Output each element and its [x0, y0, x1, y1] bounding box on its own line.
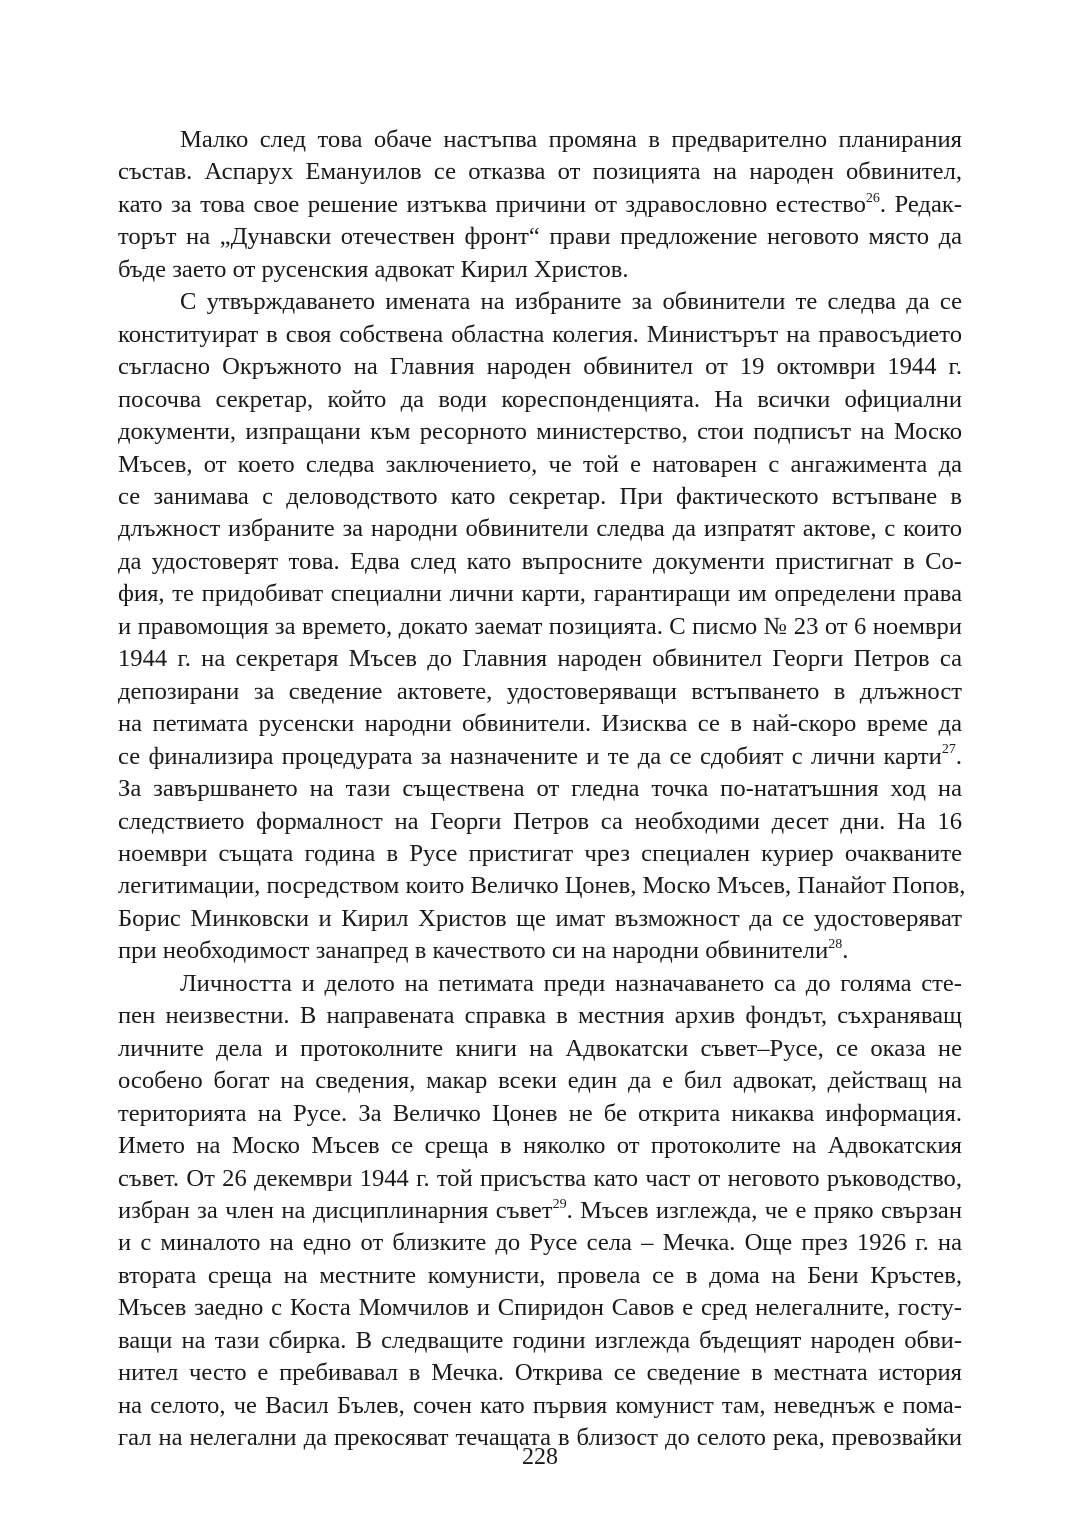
text-segment: .: [955, 742, 962, 770]
text-line: територията на Русе. За Величко Цонев не бе открита никаква информация.: [118, 1099, 962, 1127]
text-line: С утвърждаването имената на избраните за обвинители те следва да се: [180, 288, 962, 316]
paragraph-3: [118, 968, 962, 1455]
text-segment: при необходимост занапред в качеството си на народни обвинители: [118, 937, 829, 965]
text-segment: .: [842, 937, 849, 965]
text-line: се занимава с деловодството като секретар. При фактическото встъпване в: [118, 482, 962, 510]
text-line: [118, 1195, 962, 1227]
text-segment: се финализира процедурата за назначените и те да се сдобият с лични карти: [118, 742, 942, 770]
footnote-ref-27: 27: [941, 742, 956, 758]
text-line: посочва секретар, който да води кореспонденцията. На всички официални: [118, 385, 962, 413]
text-line: и с миналото на едно от близките до Русе села – Мечка. Още през 1926 г. на: [118, 1229, 962, 1257]
text-line: да удостоверят това. Едва след като въпросните документи пристигнат в Со-: [118, 547, 962, 575]
paragraph-2: [118, 286, 966, 968]
text-line: документи, изпращани към ресорното министерство, стои подписът на Моско: [118, 418, 962, 446]
text-line: нител често е пребивавал в Мечка. Открива се сведение в местната история: [118, 1359, 962, 1387]
text-line: За завършването на тази съществена от гледна точка по-нататъшния ход на: [118, 775, 962, 803]
text-line: легитимации, посредством които Величко Цонев, Моско Мъсев, Панайот Попов,: [118, 872, 966, 900]
footnote-ref-28: 28: [828, 937, 843, 953]
paragraph-1: [118, 124, 962, 286]
text-line: ноември същата година в Русе пристигат чрез специален куриер очакваните: [118, 839, 962, 867]
page-number: 228: [522, 1444, 558, 1470]
text-line: [118, 935, 962, 967]
text-line: Борис Минковски и Кирил Христов ще имат възможност да се удостоверяват: [118, 904, 962, 932]
text-line: торът на „Дунавски отечествен фронт“ прави предложение неговото място да: [118, 223, 962, 251]
footnote-ref-26: 26: [865, 190, 880, 206]
text-line: Името на Моско Мъсев се среща в няколко от протоколите на Адвокатския: [118, 1132, 962, 1160]
text-line: особено богат на сведения, макар всеки един да е бил адвокат, действащ на: [118, 1067, 962, 1095]
text-line: личните дела и протоколните книги на Адвокатски съвет–Русе, се оказа не: [118, 1034, 962, 1062]
text-line: депозирани за сведение актовете, удостоверяващи встъпването в длъжност: [118, 677, 962, 705]
text-line: на селото, че Васил Бълев, сочен като първия комунист там, неведнъж е пома-: [118, 1391, 962, 1419]
text-segment: . Редак-: [879, 190, 962, 218]
text-line: съвет. От 26 декември 1944 г. той присъства като част от неговото ръководство,: [118, 1164, 962, 1192]
text-line: фия, те придобиват специални лични карти, гарантиращи им определени права: [118, 580, 962, 608]
text-line: [118, 741, 962, 773]
text-segment: . Мъсев изглежда, че е пряко свързан: [566, 1196, 962, 1224]
text-line: и правомощия за времето, докато заемат позицията. С писмо № 23 от 6 ноември: [118, 612, 962, 640]
text-line: конституират в своя собствена областна колегия. Министърът на правосъдието: [118, 320, 962, 348]
text-segment: избран за член на дисциплинарния съвет: [118, 1196, 553, 1224]
body-text: [118, 124, 966, 1455]
text-line: Мъсев, от което следва заключението, че той е натоварен с ангажимента да: [118, 450, 962, 478]
text-line: пен неизвестни. В направената справка в местния архив фондът, съхраняващ: [118, 1002, 962, 1030]
text-segment: като за това свое решение изтъква причини от здравословно естество: [118, 190, 866, 218]
text-line: Малко след това обаче настъпва промяна в предварително планирания: [180, 126, 962, 153]
text-line: състав. Аспарух Емануилов се отказва от позицията на народен обвинител,: [118, 158, 962, 186]
text-line: бъде заето от русенския адвокат Кирил Христов.: [118, 255, 629, 283]
text-line: следствието формалност на Георги Петров са необходими десет дни. На 16: [118, 807, 962, 835]
text-line: [118, 189, 962, 221]
text-line: длъжност избраните за народни обвинители следва да изпратят актове, с които: [118, 515, 962, 543]
text-line: гал на нелегални да прекосяват течащата в близост до селото река, превозвайки: [118, 1424, 962, 1452]
text-line: Личността и делото на петимата преди назначаването са до голяма сте-: [180, 969, 962, 997]
text-line: Мъсев заедно с Коста Момчилов и Спиридон Савов е сред нелегалните, госту-: [118, 1294, 962, 1322]
text-line: 1944 г. на секретаря Мъсев до Главния народен обвинител Георги Петров са: [118, 645, 962, 673]
text-line: съгласно Окръжното на Главния народен обвинител от 19 октомври 1944 г.: [118, 353, 962, 381]
text-line: ващи на тази сбирка. В следващите години изглежда бъдещият народен обви-: [118, 1326, 962, 1354]
text-line: втората среща на местните комунисти, провела се в дома на Бени Кръстев,: [118, 1261, 962, 1289]
footnote-ref-29: 29: [552, 1196, 567, 1212]
text-line: на петимата русенски народни обвинители. Изисква се в най-скоро време да: [118, 710, 962, 738]
